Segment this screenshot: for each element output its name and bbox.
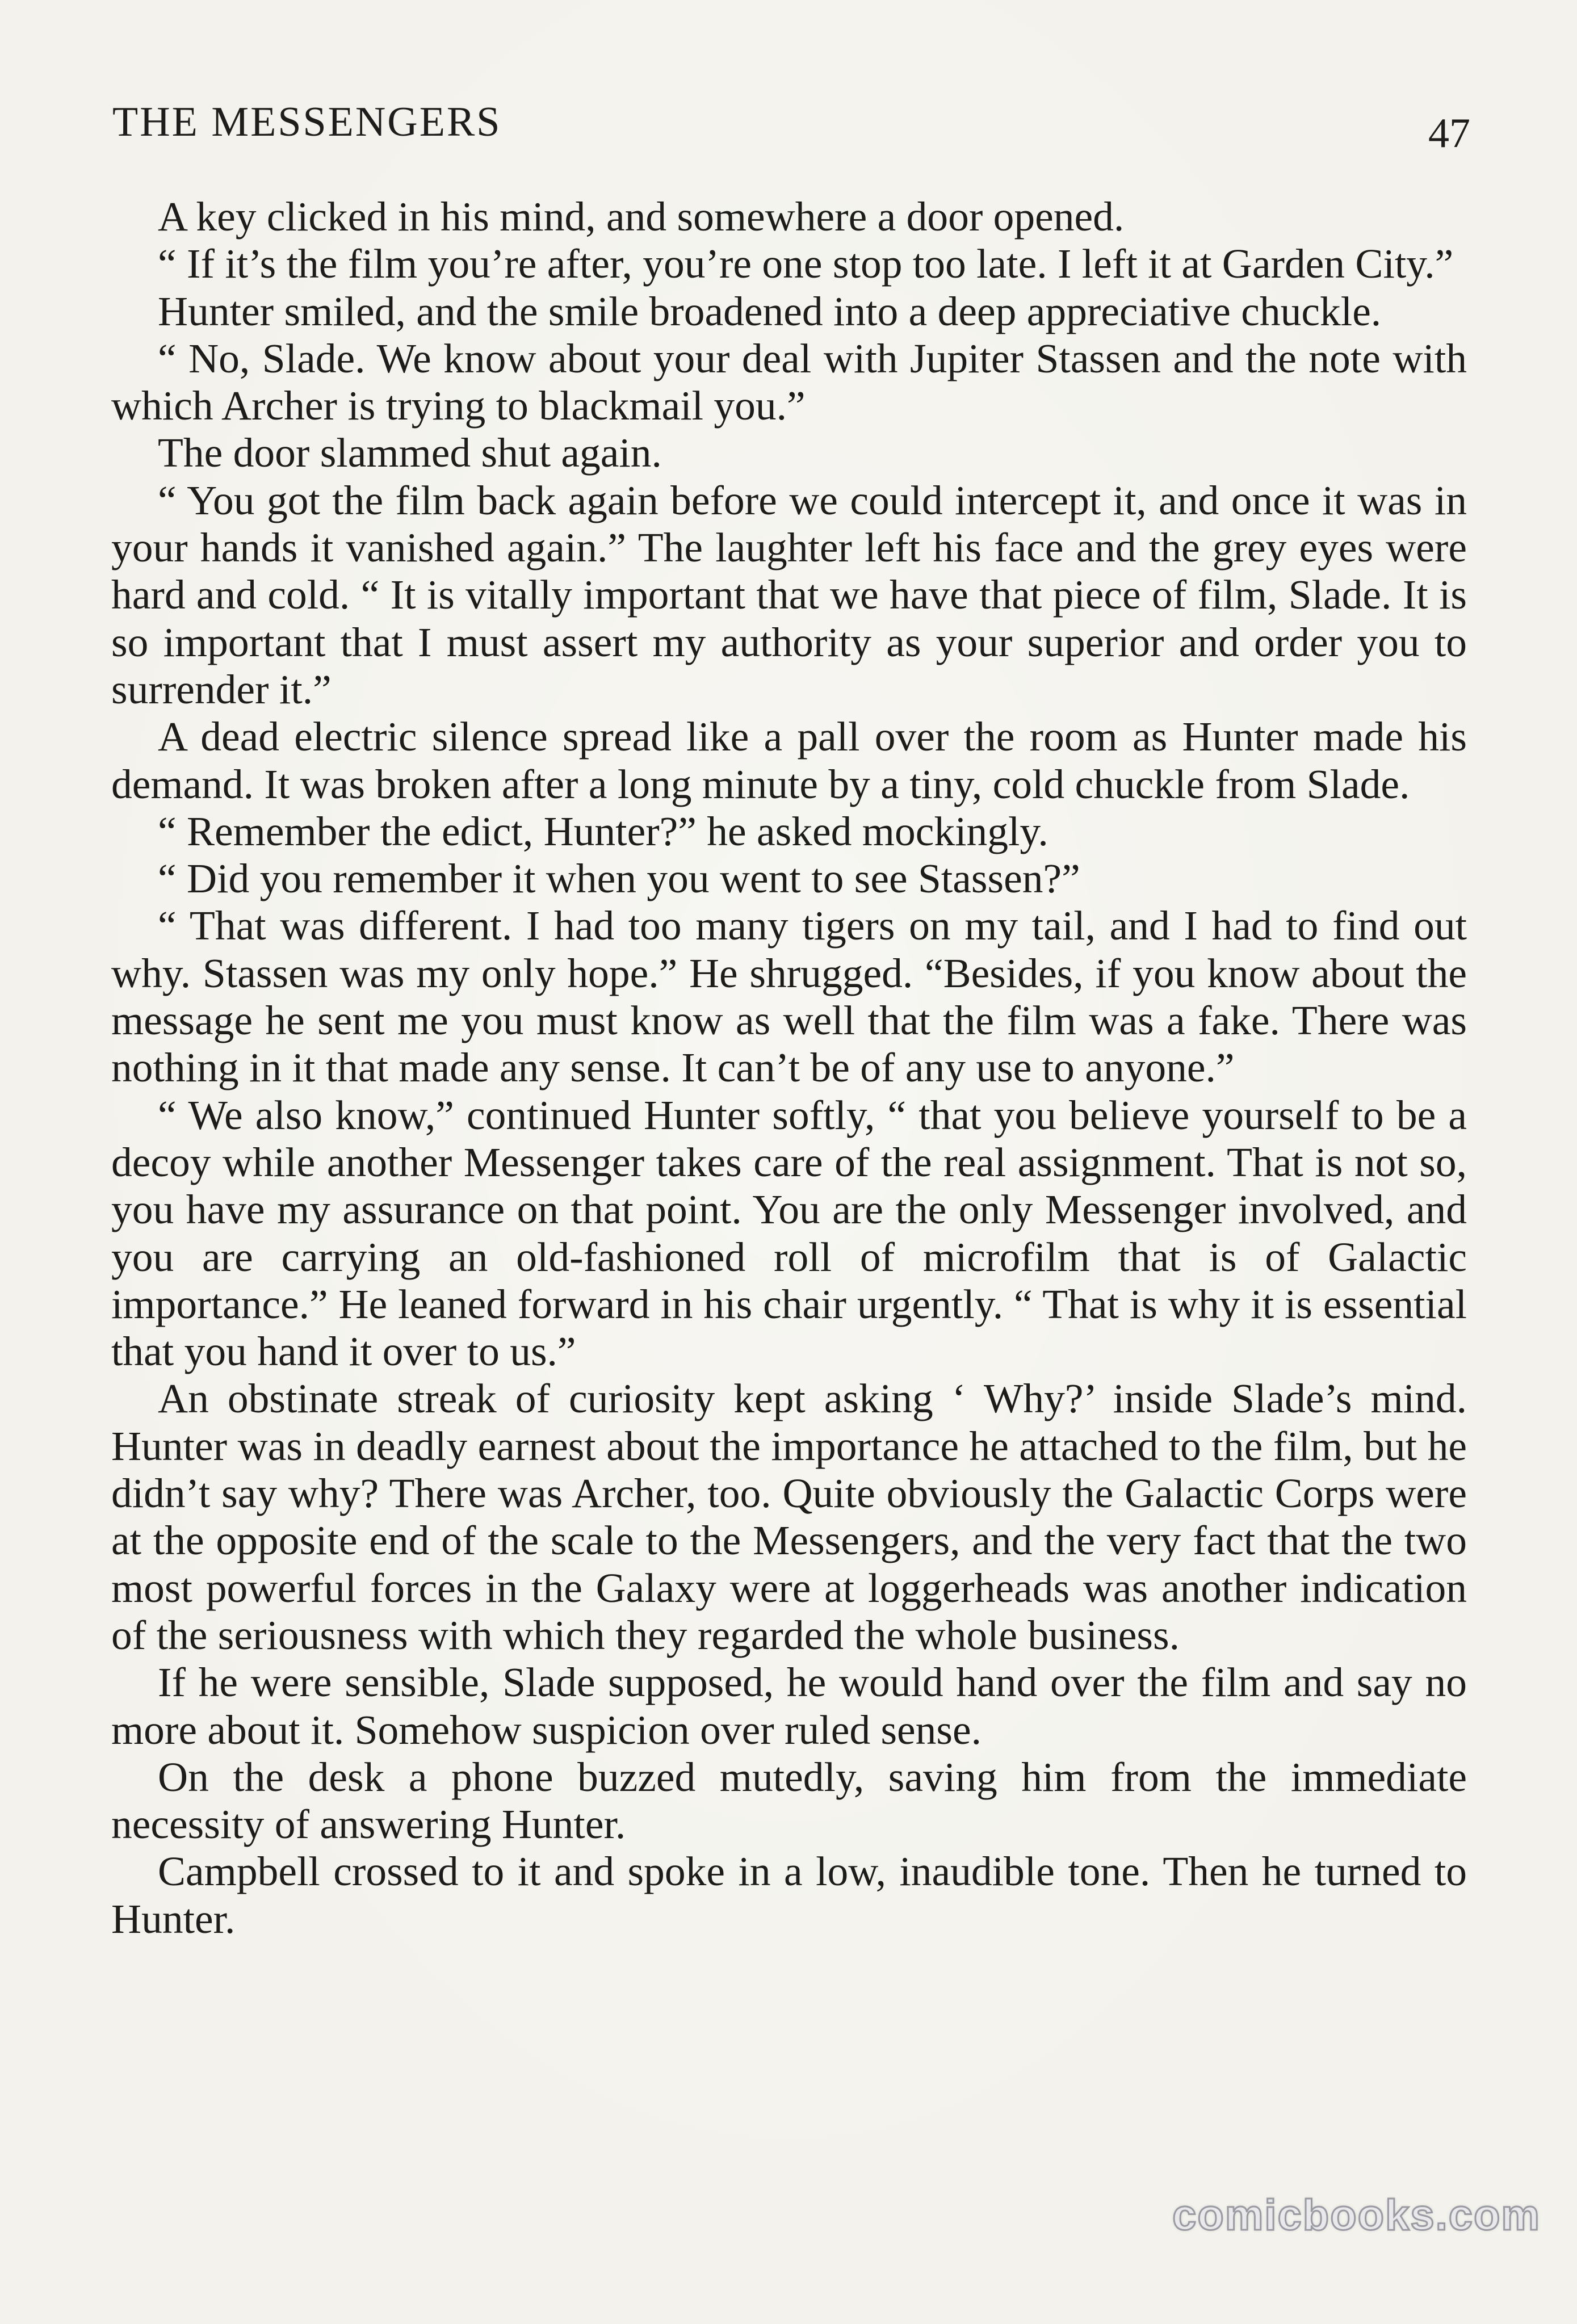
paragraph: An obstinate streak of curiosity kept asking ‘ Why?’ inside Slade’s mind. Hunter was in deadly earnest about the importance he attached to the film, but he didn’t say why? There was Archer, too. Quite obviously the Galactic Corps were at the opposite end of the scale to the Messengers, and the very fact that the two most powerful forces in the Galaxy were at loggerheads was another indication of the seriousness with which they regarded the whole business. — [111, 1375, 1467, 1658]
watermark: comicbooks.com — [1172, 2191, 1541, 2239]
paragraph: A key clicked in his mind, and somewhere a door opened. — [158, 194, 1125, 240]
paragraph: On the desk a phone buzzed mutedly, saving him from the immediate necessity of answering Hunter. — [111, 1754, 1467, 1848]
paragraph: “ That was different. I had too many tigers on my tail, and I had to find out why. Stassen was my only hope.” He shrugged. “Besides, if you know about the message he sent me you must know as well that the film was a fake. There was nothing in it that made any sense. It can’t be of any use to anyone.” — [111, 903, 1467, 1091]
paragraph: The door slammed shut again. — [158, 430, 662, 476]
page-number: 47 — [1428, 110, 1470, 157]
paragraph: Hunter smiled, and the smile broadened into a deep appreciative chuckle. — [158, 288, 1382, 334]
paragraph: “ Remember the edict, Hunter?” he asked mockingly. — [158, 808, 1048, 854]
body-text — [111, 193, 1467, 1943]
paragraph: “ No, Slade. We know about your deal with Jupiter Stassen and the note with which Archer is trying to blackmail you.” — [111, 335, 1467, 429]
paragraph: “ We also know,” continued Hunter softly, “ that you believe yourself to be a decoy while another Messenger takes care of the real assignment. That is not so, you have my assurance on that point. You are the only Messenger involved, and you are carrying an old-fashioned roll of microfilm that is of Galactic importance.” He leaned forward in his chair urgently. “ That is why it is essential that you hand it over to us.” — [111, 1092, 1467, 1375]
paragraph: If he were sensible, Slade supposed, he would hand over the film and say no more about it. Somehow suspicion over ruled sense. — [111, 1659, 1467, 1753]
paragraph: “ You got the film back again before we could intercept it, and once it was in your hands it vanished again.” The laughter left his face and the grey eyes were hard and cold. “ It is vitally important that we have that piece of film, Slade. It is so important that I must assert my authority as your superior and order you to surrender it.” — [111, 477, 1467, 712]
paragraph: “ Did you remember it when you went to see Stassen?” — [158, 855, 1080, 902]
running-head: THE MESSENGERS — [112, 99, 502, 145]
paragraph: Campbell crossed to it and spoke in a low, inaudible tone. Then he turned to Hunter. — [111, 1848, 1467, 1942]
paragraph: A dead electric silence spread like a pall over the room as Hunter made his demand. It was broken after a long minute by a tiny, cold chuckle from Slade. — [111, 714, 1467, 807]
paragraph: “ If it’s the film you’re after, you’re one stop too late. I left it at Garden City.” — [158, 241, 1454, 287]
